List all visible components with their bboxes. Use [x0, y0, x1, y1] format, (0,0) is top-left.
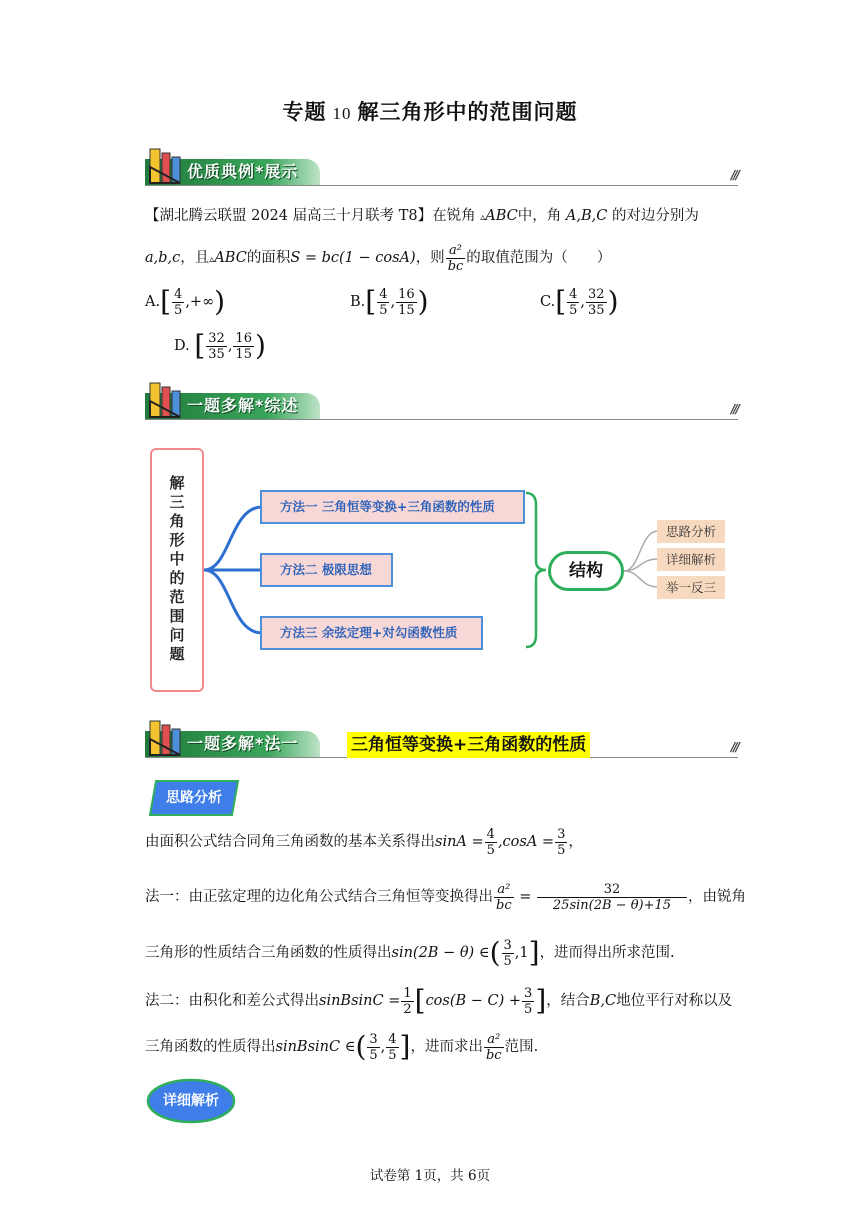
option-label: C.: [540, 294, 556, 310]
option-label: B.: [350, 294, 366, 310]
option-c[interactable]: C.[ $\frac{4}{5}$ , $\frac{32}{35}$ ): [540, 285, 619, 318]
analysis-text: 法二：由积化和差公式得出: [145, 993, 319, 1009]
ruler-pencil-icon: [148, 147, 182, 185]
section-banner-examples: [145, 148, 738, 188]
bracket: ): [214, 285, 226, 318]
problem-text: ，则: [415, 250, 445, 266]
analysis-line-2: 法一：由正弦定理的边化角公式结合三角恒等变换得出 $\frac{\text{a²}}{bc}$ = $\frac{32}{25\sin(2B - \theta)+15}$ ，由锐角: [145, 881, 746, 913]
triangle-name: ABC: [214, 250, 247, 266]
analysis-text: ，进而求出: [410, 1039, 483, 1055]
method-1-highlight: 三角恒等变换+三角函数的性质: [347, 732, 590, 758]
analysis-text: 地位平行对称以及: [616, 993, 733, 1009]
mindmap-root: 解三角形中的范围问题: [150, 448, 204, 692]
analysis-text: 范围.: [504, 1039, 539, 1055]
analysis-text: 由面积公式结合同角三角函数的基本关系得出: [145, 834, 435, 850]
option-b[interactable]: B.[ $\frac{4}{5}$ , $\frac{16}{15}$ ): [350, 285, 429, 318]
frac-num: 32: [208, 330, 225, 346]
title-prefix: 专题: [282, 100, 327, 124]
option-upper: +∞: [189, 294, 215, 310]
math-expr: ,cosA =: [497, 834, 555, 850]
mindmap-right-connectors: [622, 520, 662, 610]
frac-num: 32: [588, 286, 605, 302]
frac-den: 5: [174, 302, 183, 318]
bracket: ): [607, 285, 619, 318]
page-title: [0, 96, 860, 126]
frac-num: 4: [379, 286, 388, 302]
title-number: 10: [332, 104, 352, 123]
mindmap-method-2: 方法二 极限思想: [260, 553, 393, 587]
bracket: [: [365, 285, 377, 318]
frac-den: 15: [235, 346, 252, 362]
frac-num: 4: [569, 286, 578, 302]
problem-text: 的取值范围为（ ）: [466, 250, 612, 266]
option-d[interactable]: D. [ $\frac{32}{35}$ , $\frac{16}{15}$ ): [174, 329, 266, 362]
analysis-text: ，由锐角: [687, 889, 746, 905]
mindmap-tag-extension: 举一反三: [657, 576, 725, 599]
analysis-text: ，进而得出所求范围.: [539, 945, 675, 961]
frac-den: 5: [379, 302, 388, 318]
side-vars: a,b,c: [145, 250, 181, 266]
area-formula: S = bc(1 − cosA): [290, 250, 416, 266]
banner-label: 一题多解*综述: [187, 396, 299, 415]
problem-line-1: 【湖北腾云联盟 2024 届高三十月联考 T8】在锐角 ▵ABC中，角 A,B,C 的对边分别为: [145, 208, 699, 224]
analysis-text: 三角形的性质结合三角函数的性质得出: [145, 945, 392, 961]
banner-label: 一题多解*法一: [187, 734, 299, 753]
mindmap-tag-analysis: 思路分析: [657, 520, 725, 543]
title-main: 解三角形中的范围问题: [357, 100, 578, 124]
analysis-text: ，结合: [546, 993, 590, 1009]
analysis-line-5: 三角函数的性质得出sinBsinC ∈( $\frac{3}{5}$ , $\frac{4}{5}$ ]，进而求出 $\frac{\text{a²}}{bc}$ 范围.: [145, 1030, 539, 1063]
bracket: ): [417, 285, 429, 318]
frac-den: 15: [398, 302, 415, 318]
frac-den: 5: [569, 302, 578, 318]
problem-text: 在锐角: [432, 208, 476, 224]
problem-text: 的对边分别为: [611, 208, 699, 224]
page-footer: 试卷第 1页，共 6页: [369, 1168, 491, 1184]
frac-den: 25sin(2B − θ)+15: [552, 897, 672, 913]
banner-slash: ///: [730, 402, 738, 416]
frac-den: 35: [208, 346, 225, 362]
ruler-pencil-icon: [148, 719, 182, 757]
bracket: ): [254, 329, 266, 362]
mindmap-center: 结构: [548, 551, 624, 591]
analysis-line-1: 由面积公式结合同角三角函数的基本关系得出sinA = $\frac{4}{5}$ ,cosA = $\frac{3}{5}$ ，: [145, 826, 583, 858]
option-label: D.: [174, 338, 190, 354]
triangle-name: ABC: [485, 208, 518, 224]
section-banner-overview: [145, 382, 738, 422]
problem-text: 的面积: [246, 250, 291, 266]
bracket: [: [555, 285, 567, 318]
banner-slash: ///: [730, 740, 738, 754]
mindmap-method-3: 方法三 余弦定理+对勾函数性质: [260, 616, 483, 650]
mindmap-tag-detail: 详细解析: [657, 548, 725, 571]
banner-slash: ///: [730, 168, 738, 182]
problem-text: 中，角: [517, 208, 562, 224]
math-expr: sin(2B − θ) ∈: [391, 945, 490, 961]
analysis-text: 法一：由正弦定理的边化角公式结合三角恒等变换得出: [145, 889, 493, 905]
bracket: [: [160, 285, 172, 318]
banner-label: 优质典例*展示: [187, 162, 299, 181]
mindmap-method-1: 方法一 三角恒等变换+三角函数的性质: [260, 490, 525, 524]
problem-text: ，且: [180, 250, 210, 266]
math-expr: sinBsinC =: [319, 993, 401, 1009]
problem-source: 【湖北腾云联盟 2024 届高三十月联考 T8】: [145, 208, 433, 224]
analysis-text: ，: [568, 834, 583, 850]
math-expr: cos(B − C) +: [425, 993, 522, 1009]
angle-vars: A,B,C: [565, 208, 608, 224]
analysis-pill: 思路分析: [166, 790, 222, 806]
analysis-text: 三角函数的性质得出: [145, 1039, 276, 1055]
frac-den: 35: [588, 302, 605, 318]
math-expr: sinA =: [435, 834, 484, 850]
frac-num: 16: [235, 330, 252, 346]
frac-num: 16: [398, 286, 415, 302]
analysis-line-3: 三角形的性质结合三角函数的性质得出sin(2B − θ) ∈( $\frac{3}{5}$ ,1]，进而得出所求范围.: [145, 936, 675, 969]
ruler-pencil-icon: [148, 381, 182, 419]
analysis-line-4: 法二：由积化和差公式得出sinBsinC = $\frac{1}{2}$ [cos(B − C) + $\frac{3}{5}$ ]，结合B,C地位平行对称以及: [145, 984, 733, 1017]
problem-line-2: a,b,c，且▵ABC的面积S = bc(1 − cosA)，则 $\frac{\text{a²}}{bc}$ 的取值范围为（ ）: [145, 242, 612, 274]
frac-num: 32: [537, 882, 687, 898]
frac-num: 4: [174, 286, 183, 302]
option-a[interactable]: A.[ $\frac{4}{5}$ ,+∞): [145, 285, 226, 318]
detail-pill: 详细解析: [163, 1093, 219, 1109]
math-expr: sinBsinC ∈: [275, 1039, 356, 1055]
option-label: A.: [145, 294, 161, 310]
math-vars: B,C: [589, 993, 617, 1009]
section-banner-method-1: [145, 720, 738, 760]
bracket: [: [194, 329, 206, 362]
